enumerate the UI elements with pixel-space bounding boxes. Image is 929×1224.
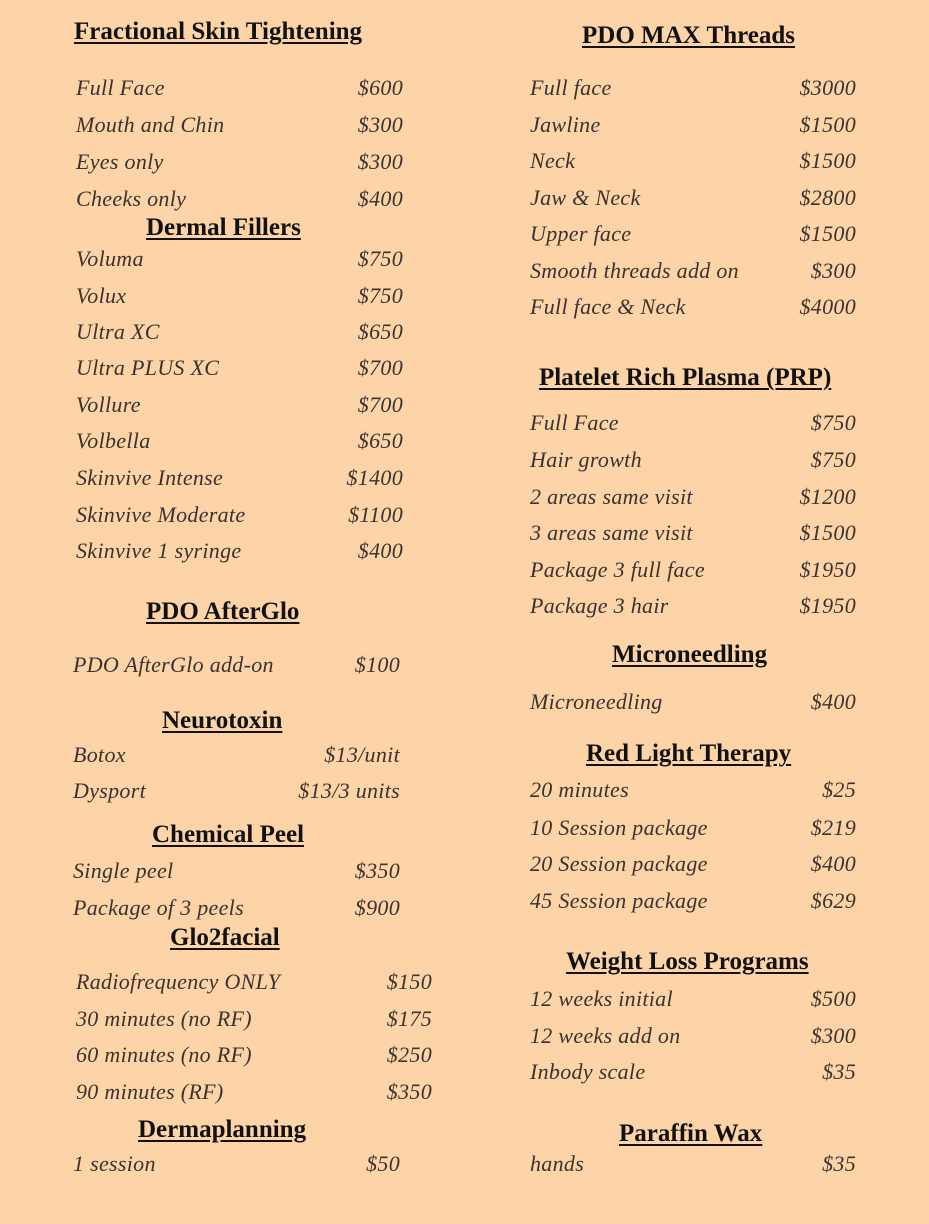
item-price: $13/3 units [298, 778, 400, 803]
item-price: $900 [354, 895, 400, 920]
item-name: Volux [76, 283, 127, 308]
item-name: Radiofrequency ONLY [76, 969, 281, 994]
item-name: Microneedling [530, 689, 663, 714]
item-name: 1 session [73, 1151, 156, 1176]
item-price: $750 [810, 447, 856, 472]
item-price: $219 [810, 815, 856, 840]
item-price: $500 [810, 986, 856, 1011]
item-name: Package of 3 peels [73, 895, 244, 920]
section-title-platelet-rich-plasma: Platelet Rich Plasma (PRP) [539, 364, 832, 391]
section-title-weight-loss-programs: Weight Loss Programs [566, 948, 809, 975]
item-name: Skinvive 1 syringe [76, 538, 242, 563]
section-title-pdo-afterglo: PDO AfterGlo [146, 598, 300, 625]
item-price: $3000 [799, 75, 856, 100]
item-name: 12 weeks add on [530, 1023, 681, 1048]
item-name: Full Face [76, 75, 165, 100]
item-name: 30 minutes (no RF) [76, 1006, 252, 1031]
section-title-chemical-peel: Chemical Peel [152, 821, 305, 848]
item-price: $1500 [799, 221, 856, 246]
item-name: Package 3 hair [530, 593, 669, 618]
item-price: $1500 [799, 112, 856, 137]
item-name: Dysport [73, 778, 146, 803]
item-price: $1100 [348, 502, 403, 527]
item-name: 10 Session package [530, 815, 708, 840]
item-name: Jaw & Neck [530, 185, 641, 210]
item-price: $300 [357, 112, 403, 137]
item-price: $50 [366, 1151, 400, 1176]
item-price: $1500 [799, 520, 856, 545]
item-price: $300 [810, 258, 856, 283]
item-price: $350 [354, 858, 400, 883]
section-title-glo2facial: Glo2facial [170, 924, 280, 951]
item-name: Package 3 full face [530, 557, 705, 582]
item-price: $750 [357, 283, 403, 308]
item-name: Single peel [73, 858, 174, 883]
item-name: Full face & Neck [530, 294, 686, 319]
item-price: $400 [357, 186, 403, 211]
item-name: Ultra XC [76, 319, 160, 344]
item-price: $700 [357, 392, 403, 417]
item-name: Voluma [76, 246, 144, 271]
section-title-neurotoxin: Neurotoxin [162, 707, 283, 734]
item-price: $400 [357, 538, 403, 563]
item-name: PDO AfterGlo add-on [73, 652, 274, 677]
item-price: $650 [357, 319, 403, 344]
item-price: $1500 [799, 148, 856, 173]
item-name: Upper face [530, 221, 632, 246]
item-price: $2800 [799, 185, 856, 210]
item-price: $100 [354, 652, 400, 677]
item-price: $300 [810, 1023, 856, 1048]
section-title-dermaplanning: Dermaplanning [138, 1116, 307, 1143]
item-name: Skinvive Moderate [76, 502, 246, 527]
item-price: $650 [357, 428, 403, 453]
item-price: $400 [810, 851, 856, 876]
section-title-microneedling: Microneedling [612, 641, 768, 668]
item-name: Jawline [530, 112, 601, 137]
item-name: Vollure [76, 392, 141, 417]
item-price: $300 [357, 149, 403, 174]
section-title-red-light-therapy: Red Light Therapy [586, 740, 792, 767]
item-price: $175 [386, 1006, 432, 1031]
item-name: 20 Session package [530, 851, 708, 876]
item-price: $629 [810, 888, 856, 913]
item-name: 12 weeks initial [530, 986, 673, 1011]
item-name: Botox [73, 742, 126, 767]
item-price: $35 [822, 1059, 856, 1084]
item-name: Eyes only [76, 149, 164, 174]
item-price: $400 [810, 689, 856, 714]
section-title-pdo-max-threads: PDO MAX Threads [582, 22, 795, 49]
item-price: $25 [822, 777, 856, 802]
item-name: hands [530, 1151, 585, 1176]
item-price: $750 [357, 246, 403, 271]
item-name: Mouth and Chin [76, 112, 225, 137]
item-name: Hair growth [530, 447, 642, 472]
item-name: 3 areas same visit [530, 520, 693, 545]
item-price: $13/unit [324, 742, 400, 767]
item-price: $1200 [799, 484, 856, 509]
item-price: $250 [386, 1042, 432, 1067]
item-name: 90 minutes (RF) [76, 1079, 224, 1104]
item-name: Ultra PLUS XC [76, 355, 220, 380]
item-name: 2 areas same visit [530, 484, 693, 509]
item-price: $700 [357, 355, 403, 380]
item-price: $150 [386, 969, 432, 994]
item-price: $1950 [799, 557, 856, 582]
item-price: $4000 [799, 294, 856, 319]
section-title-dermal-fillers: Dermal Fillers [146, 214, 301, 241]
item-name: Volbella [76, 428, 151, 453]
item-price: $350 [386, 1079, 432, 1104]
section-title-fractional-skin-tightening: Fractional Skin Tightening [74, 18, 363, 45]
item-name: Neck [530, 148, 576, 173]
item-name: Cheeks only [76, 186, 187, 211]
item-price: $1950 [799, 593, 856, 618]
item-name: Smooth threads add on [530, 258, 739, 283]
item-price: $35 [822, 1151, 856, 1176]
item-name: 60 minutes (no RF) [76, 1042, 252, 1067]
item-name: Full Face [530, 410, 619, 435]
item-name: 45 Session package [530, 888, 708, 913]
section-title-paraffin-wax: Paraffin Wax [619, 1120, 763, 1147]
item-price: $600 [357, 75, 403, 100]
item-name: Full face [530, 75, 612, 100]
item-name: Inbody scale [530, 1059, 646, 1084]
item-name: Skinvive Intense [76, 465, 224, 490]
item-price: $750 [810, 410, 856, 435]
item-price: $1400 [346, 465, 403, 490]
item-name: 20 minutes [530, 777, 629, 802]
